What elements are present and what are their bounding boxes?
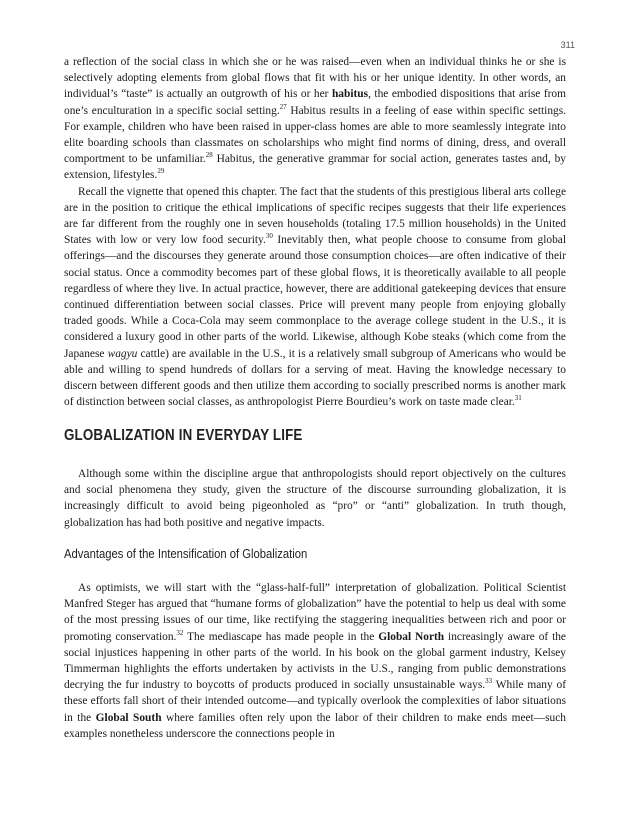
footnote-ref: 28 [205, 151, 213, 160]
page-number: 311 [560, 40, 575, 50]
text-run: cattle) are available in the U.S., it is a relatively small subgroup of Americans who would be able and willing to spend hundreds of dollars for a serving of meat. Having the knowledge necessary to discern between different goods and then utilize them according to socially prescribed norms is another mark of distinction between social classes, as anthropologist Pierre Bourdieu’s work on taste made clear. [64, 347, 566, 409]
footnote-ref: 27 [279, 102, 287, 111]
term-wagyu: wagyu [107, 347, 138, 360]
text-run: Inevitably then, what people choose to consume from global offerings—and the discourses they generate around those consumption choices—are often indicative of their social status. Once a commodity becomes part of these global flows, it is theoretically available to all people regardless of where they live. In actual practice, however, there are additional gatekeeping devices that ensure continued differentiation between social classes. Price will prevent many people from enjoying globally traded goods. While a Coca-Cola may seem commonplace to the average college student in the U.S., it is considered a luxury good in other parts of the world. Likewise, although Kobe steaks (which come from the Japanese [64, 234, 566, 360]
text-run: a reflection of the social class in which she or he was raised—even when an individual thinks he or she is selectively adopting elements from global flows that fit with his or her unique identity. In other words, an individual’s “taste” is actually an outgrowth of his or her [64, 56, 566, 101]
text-run: Recall the vignette that opened this chapter. The fact that the students of this prestigious liberal arts college are in the position to critique the ethical implications of specific recipes suggests that their life experiences are far different from the roughly one in seven households (totaling 17.5 million households) in the United States with low or very low food security. [64, 185, 566, 247]
footnote-ref: 29 [157, 167, 165, 176]
text-run: Habitus results in a feeling of ease within specific settings. For example, children who have been raised in upper-class homes are able to more seamlessly integrate into elite boarding schools than classmates on scholarships who might find norms of dining, dress, and overall comportment to be unfamiliar. [64, 104, 566, 166]
text-run: While many of these efforts fall short of their intended outcome—and typically overlook the complexities of labor situations in the [64, 679, 566, 724]
term-global-north: Global North [378, 630, 445, 643]
text-run: increasingly aware of the social injustices happening in other parts of the world. In his book on the global garment industry, Kelsey Timmerman highlights the efforts undertaken by activists in the U.S., ranging from public demonstrations decrying the fur industry to boycotts of products produced in socially unsustainable ways. [64, 630, 566, 692]
footnote-ref: 33 [485, 677, 493, 686]
footnote-ref: 30 [265, 232, 273, 241]
text-run: Habitus, the generative grammar for social action, generates tastes and, by extension, lifestyles. [64, 153, 566, 182]
term-habitus: habitus [331, 88, 369, 101]
paragraph: Although some within the discipline argue that anthropologists should report objectively on the cultures and social phenomena they study, given the structure of the discourse surrounding globalization, it is increasingly difficult to avoid being pigeonholed as “pro” or “anti” globalization. In truth though, globalization has had both positive and negative impacts. [64, 468, 566, 529]
text-run: , the embodied dispositions that arise from one’s enculturation in a specific social setting. [64, 88, 566, 117]
term-global-south: Global South [95, 711, 162, 724]
text-block-intro [64, 466, 566, 531]
subsection-heading: Advantages of the Intensification of Globalization [64, 547, 308, 561]
paragraph [64, 580, 566, 742]
text-run: where families often rely upon the labor of their children to make ends meet—such examples nonetheless underscore the connections people in [64, 711, 566, 740]
footnote-ref: 31 [514, 394, 522, 403]
footnote-ref: 32 [176, 628, 184, 637]
text-run: The mediascape has made people in the [183, 630, 379, 643]
text-block-habitus [64, 54, 566, 410]
section-heading: GLOBALIZATION IN EVERYDAY LIFE [64, 427, 303, 444]
text-run: As optimists, we will start with the “glass-half-full” interpretation of globalization. Political Scientist Manfred Steger has argued that “humane forms of globalization” have the potential to help us deal with some of the most pressing issues of our time, like rectifying the staggering inequalities between rich and poor or promoting conservation. [64, 582, 566, 643]
text-block-advantages [64, 580, 566, 742]
paragraph [64, 54, 566, 184]
paragraph [64, 184, 566, 411]
